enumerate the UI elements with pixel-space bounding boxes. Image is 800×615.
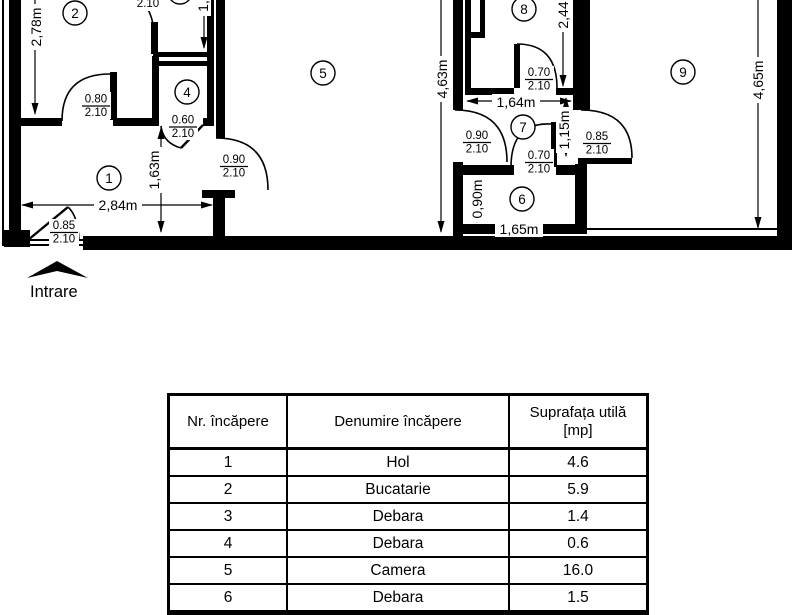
svg-text:2.10: 2.10 <box>465 143 489 156</box>
room-number-4 <box>175 80 199 104</box>
dim-room2-height: 2,78m <box>28 7 44 47</box>
table-row <box>170 450 646 477</box>
svg-text:0.70: 0.70 <box>527 67 551 79</box>
svg-text:0.85: 0.85 <box>52 220 76 232</box>
svg-text:0.85: 0.85 <box>585 131 609 143</box>
door-label-room2 <box>81 92 111 119</box>
header-area <box>510 396 646 447</box>
table-row <box>170 504 646 531</box>
svg-text:6: 6 <box>518 192 526 207</box>
cell-name: Camera <box>288 558 510 583</box>
cell-nr: 6 <box>170 585 288 610</box>
door-label-hol-room8 <box>524 66 554 93</box>
header-nr: Nr. încăpere <box>170 396 288 447</box>
door-label-hol-camera9 <box>582 130 612 157</box>
header-area-line2: [mp] <box>563 421 593 439</box>
cell-name: Debara <box>288 504 510 529</box>
cell-area: 4.6 <box>567 453 589 471</box>
room-number-3 <box>168 0 192 4</box>
door-leaf <box>578 158 632 164</box>
cell-nr: 3 <box>170 504 288 529</box>
cell-name: Hol <box>288 450 510 475</box>
room-number-5 <box>311 61 335 85</box>
svg-text:2.10: 2.10 <box>527 163 551 176</box>
room-number-9 <box>671 60 695 84</box>
room-number-8 <box>512 0 536 21</box>
cell-area: 1.4 <box>567 507 589 525</box>
dim-hall-height: 1,63m <box>146 150 162 190</box>
dim-hol7-width: 1,64m <box>496 94 536 110</box>
dim-room8-height: 2,44 <box>555 1 571 29</box>
svg-text:2.10: 2.10 <box>171 128 195 140</box>
svg-text:4: 4 <box>183 85 191 100</box>
cell-area: 5.9 <box>567 480 589 498</box>
table-row <box>170 558 646 585</box>
svg-text:2.10: 2.10 <box>84 107 108 119</box>
cell-nr: 5 <box>170 558 288 583</box>
svg-text:0.90: 0.90 <box>465 130 489 142</box>
svg-text:0.90: 0.90 <box>222 154 246 166</box>
header-area-line1: Suprafața utilă <box>529 403 627 421</box>
table-header-row <box>170 396 646 450</box>
svg-text:2: 2 <box>71 6 79 21</box>
door-label-room4 <box>168 113 198 140</box>
door-label-hall-camera <box>219 153 249 180</box>
svg-text:0.70: 0.70 <box>527 150 551 162</box>
door-label-hol-debara6 <box>524 149 554 176</box>
header-name: Denumire încăpere <box>288 396 510 447</box>
dim-door9-wall: 1,15m <box>556 110 572 150</box>
svg-text:7: 7 <box>519 120 527 135</box>
svg-text:2.10: 2.10 <box>585 144 609 157</box>
room-number-7 <box>511 115 535 139</box>
entrance-label: Intrare <box>30 283 78 301</box>
door-leaf <box>110 72 117 120</box>
cell-nr: 4 <box>170 531 288 556</box>
table-row <box>170 477 646 504</box>
room-number-2 <box>63 1 87 25</box>
svg-text:2.10: 2.10 <box>527 80 551 93</box>
table-row <box>170 531 646 558</box>
cell-name: Debara <box>288 585 510 610</box>
cell-area: 1.5 <box>567 588 589 606</box>
dim-room3-height-partial: 1, <box>195 0 211 12</box>
svg-text:8: 8 <box>520 2 528 17</box>
cell-area: 0.6 <box>567 534 589 552</box>
svg-text:9: 9 <box>679 65 687 80</box>
svg-text:0.80: 0.80 <box>84 93 108 106</box>
cell-nr: 2 <box>170 477 288 502</box>
dim-camera5-height: 4,63m <box>434 59 450 99</box>
svg-text:0.60: 0.60 <box>171 114 195 127</box>
cell-area: 16.0 <box>562 561 594 579</box>
cell-name: Debara <box>288 531 510 556</box>
svg-text:2.10: 2.10 <box>136 0 160 10</box>
dim-debara6-width: 1,65m <box>499 221 539 237</box>
door-leaf <box>151 22 158 54</box>
dim-hall-width: 2,84m <box>98 197 138 213</box>
svg-text:5: 5 <box>319 66 327 81</box>
svg-text:2.10: 2.10 <box>52 233 76 246</box>
svg-text:1: 1 <box>105 171 113 186</box>
door-leaf <box>514 44 520 88</box>
door-label-entrance <box>49 219 79 246</box>
entrance-arrow-icon <box>27 261 88 278</box>
dim-debara6-height: 0,90m <box>469 179 485 219</box>
svg-text:2.10: 2.10 <box>222 167 246 180</box>
room-number-6 <box>510 187 534 211</box>
dim-camera9-height: 4,65m <box>750 60 766 100</box>
table-row <box>170 585 646 612</box>
area-table <box>167 393 649 615</box>
cell-name: Bucatarie <box>288 477 510 502</box>
door-label-camera-hol <box>462 129 492 156</box>
cell-nr: 1 <box>170 450 288 475</box>
door-label-partial <box>133 0 163 11</box>
room-number-1 <box>97 166 121 190</box>
